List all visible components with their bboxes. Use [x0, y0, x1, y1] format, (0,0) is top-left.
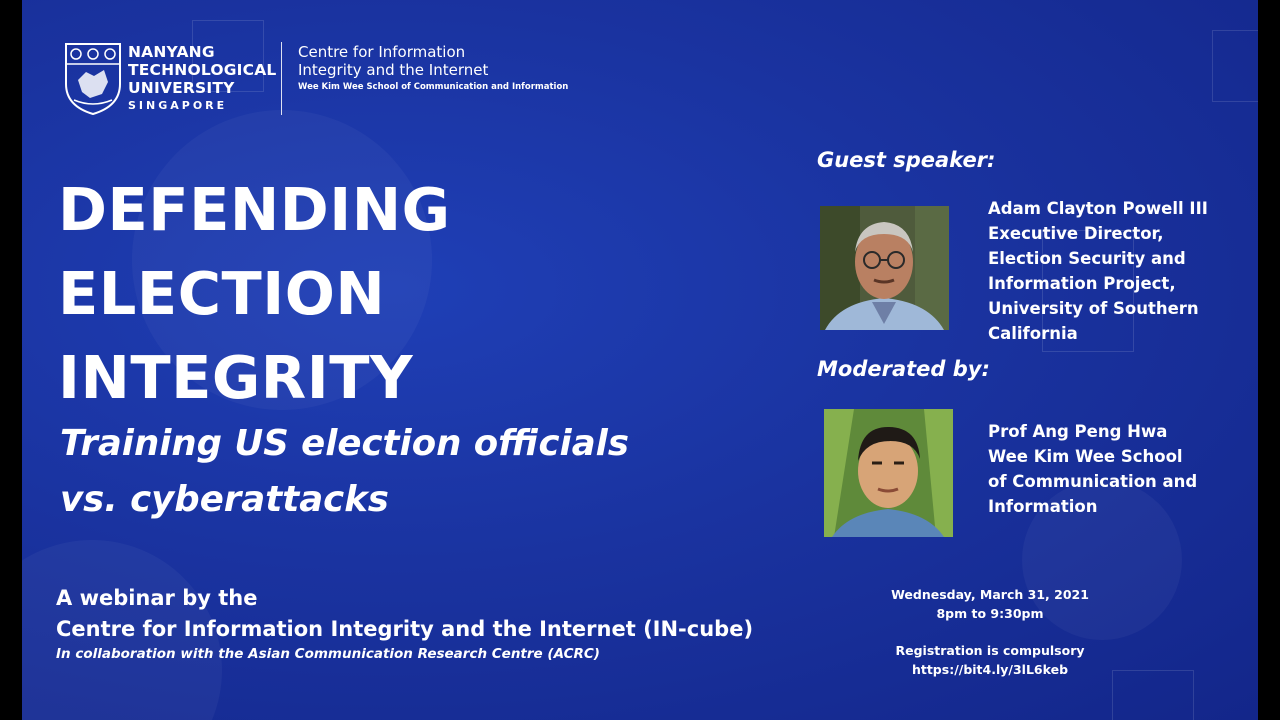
organizer-name: Centre for Information Integrity and the Internet (IN-cube) [56, 617, 754, 641]
event-subtitle-line: vs. cyberattacks [60, 479, 389, 520]
centre-name-line: Integrity and the Internet [298, 61, 489, 79]
school-name: Wee Kim Wee School of Communication and Information [298, 82, 569, 92]
event-title [58, 168, 451, 420]
moderator-photo [824, 409, 953, 537]
guest-speaker-label: Guest speaker: [817, 148, 996, 172]
collaboration-note: In collaboration with the Asian Communication Research Centre (ACRC) [56, 646, 600, 662]
registration-block [842, 641, 1138, 679]
event-subtitle-line: Training US election officials [60, 423, 629, 464]
university-country: SINGAPORE [128, 99, 228, 112]
university-name-line: TECHNOLOGICAL [128, 61, 277, 79]
event-title-line: DEFENDING [58, 175, 451, 244]
organizer-intro: A webinar by the [56, 586, 258, 610]
event-date: Wednesday, March 31, 2021 [891, 587, 1089, 602]
university-name [128, 43, 277, 115]
organizer-block [56, 582, 753, 664]
moderator-info [988, 419, 1197, 519]
background-square [1212, 30, 1258, 102]
guest-speaker-line: California [988, 324, 1078, 343]
header-divider [281, 42, 282, 115]
guest-speaker-photo [820, 206, 949, 330]
webinar-poster [22, 0, 1258, 720]
ntu-crest-icon [64, 42, 122, 116]
guest-speaker-line: Executive Director, [988, 224, 1164, 243]
university-name-line: UNIVERSITY [128, 79, 235, 97]
event-time: 8pm to 9:30pm [936, 606, 1044, 621]
event-datetime [842, 585, 1138, 623]
event-subtitle [60, 416, 629, 528]
guest-speaker-line: Adam Clayton Powell III [988, 199, 1208, 218]
moderator-line: Wee Kim Wee School [988, 447, 1183, 466]
registration-link[interactable]: https://bit4.ly/3lL6keb [911, 662, 1069, 677]
guest-speaker-line: Election Security and [988, 249, 1186, 268]
centre-name-line: Centre for Information [298, 43, 466, 61]
guest-speaker-line: Information Project, [988, 274, 1176, 293]
moderator-line: Information [988, 497, 1098, 516]
moderator-line: Prof Ang Peng Hwa [988, 422, 1168, 441]
guest-speaker-info [988, 196, 1208, 346]
university-name-line: NANYANG [128, 43, 215, 61]
event-title-line: INTEGRITY [58, 343, 414, 412]
event-title-line: ELECTION [58, 259, 386, 328]
centre-name [298, 43, 488, 79]
moderator-line: of Communication and [988, 472, 1198, 491]
guest-speaker-line: University of Southern [988, 299, 1199, 318]
moderator-label: Moderated by: [817, 357, 990, 381]
registration-note: Registration is compulsory [895, 643, 1085, 658]
